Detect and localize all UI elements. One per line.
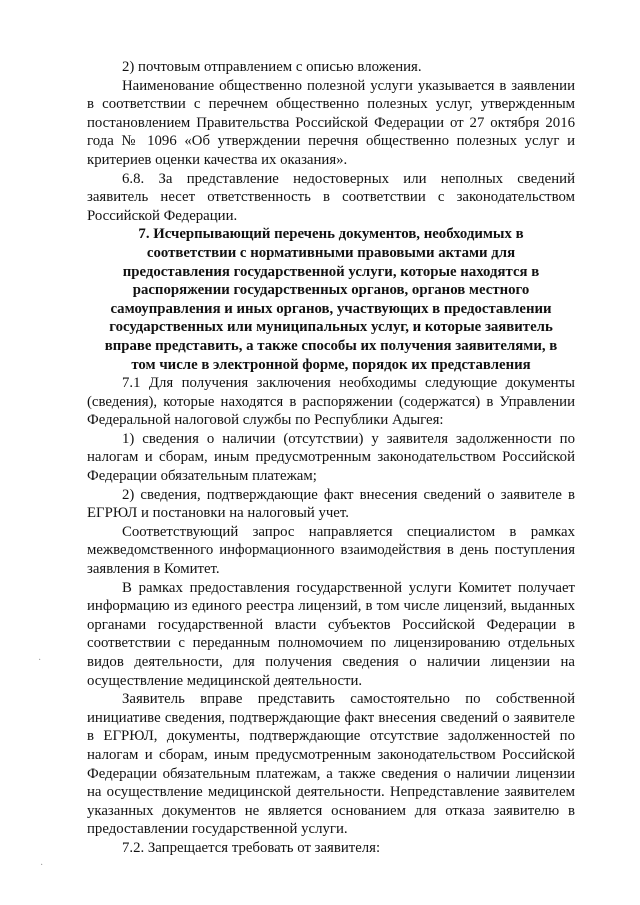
paragraph-applicant-right: Заявитель вправе представить самостоятельно по собственной инициативе сведения, подтверждающие факт внесения сведений о заявителе в ЕГРЮЛ, документы, подтверждающие отсутствие задолженностей по налогам и сборам, иным предусмотренным законодательством Российской Федерации обязательным платежам, а также сведения о наличии лицензии на осуществление медицинской деятельности. Непредставление заявителем указанных документов не является основанием для отказа заявителю в предоставлении государственной услуги.: [87, 691, 575, 838]
section-7-heading: 7. Исчерпывающий перечень документов, необходимых в соответствии с нормативными правовыми актами для предоставления государственной услуги, которые находятся в распоряжении государственных органов, органов местного самоуправления и иных органов, участвующих в предоставлении государственных или муниципальных услуг, и которые заявитель вправе представить, а также способы их получения заявителями, в том числе в электронной форме, порядок их представления: [104, 226, 558, 373]
paragraph-postal: 2) почтовым отправлением с описью вложения.: [122, 59, 422, 75]
paragraph-7-2: 7.2. Запрещается требовать от заявителя:: [122, 839, 381, 856]
paragraph-7-1-item-1: 1) сведения о наличии (отсутствии) у заявителя задолженности по налогам и сборам, иным предусмотренным законодательством Российской Федерации обязательным платежам;: [87, 430, 575, 485]
paragraph-7-1: 7.1 Для получения заключения необходимы следующие документы (сведения), которые находятся в распоряжении (содержатся) в Управлении Федеральной налоговой службы по Республики Адыгея:: [87, 375, 575, 429]
paragraph-6-8: 6.8. За представление недостоверных или неполных сведений заявитель несет ответственность в соответствии с законодательством Российской Федерации.: [87, 170, 575, 224]
scan-speck: ·: [40, 860, 44, 871]
paragraph-request: Соответствующий запрос направляется специалистом в рамках межведомственного информационного взаимодействия в день поступления заявления в Комитет.: [87, 523, 575, 578]
paragraph-service-name: Наименование общественно полезной услуги указывается в заявлении в соответствии с перечнем общественно полезных услуг, утвержденным постановлением Правительства Российской Федерации от 27 октября 2016 года № 1096 «Об утверждении перечня общественно полезных услуг и критериев оценки качества их оказания».: [87, 77, 575, 168]
document-page: [87, 58, 575, 858]
scan-speck: ·: [38, 655, 42, 666]
paragraph-license-registry: В рамках предоставления государственной услуги Комитет получает информацию из единого реестра лицензий, в том числе лицензий, выданных органами государственной власти субъектов Российской Федерации в соответствии с переданным полномочием по лицензированию отдельных видов деятельности, для получения сведения о наличии лицензии на осуществление медицинской деятельности.: [87, 579, 575, 689]
paragraph-7-1-item-2: 2) сведения, подтверждающие факт внесения сведений о заявителе в ЕГРЮЛ и постановки на налоговый учет.: [87, 486, 575, 522]
